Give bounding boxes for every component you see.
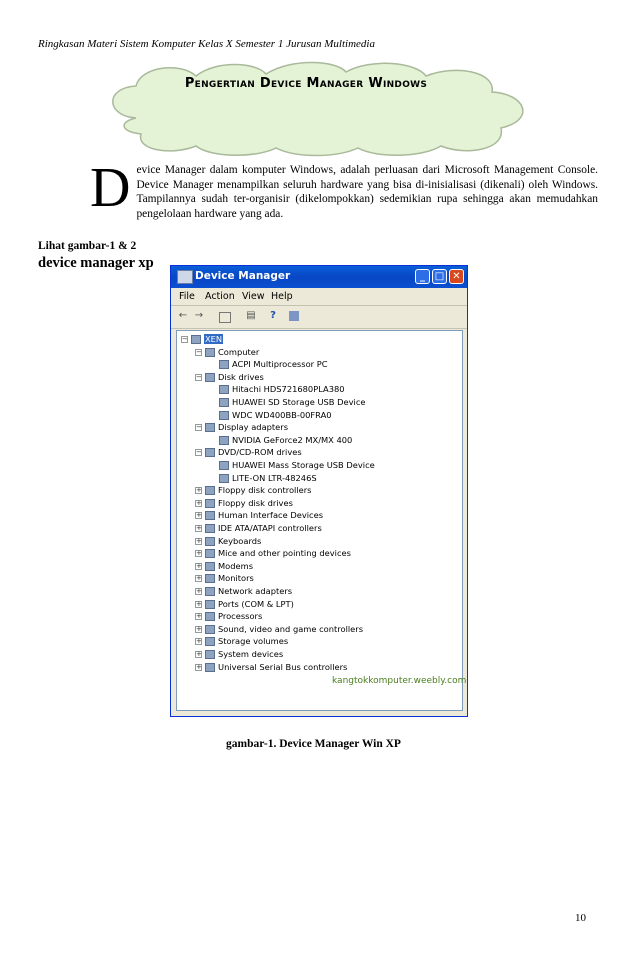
watermark: kangtokkomputer.weebly.com [332, 676, 467, 686]
tree-node-label: LITE-ON LTR-48246S [232, 472, 317, 483]
device-icon [219, 398, 229, 407]
tree-node-label: System devices [218, 649, 284, 659]
expand-icon[interactable]: + [196, 524, 202, 532]
tree-node-label: Disk drives [218, 371, 264, 382]
tree-node-label: Keyboards [218, 535, 262, 546]
menu-bar [171, 288, 467, 306]
device-icon [205, 537, 215, 546]
menu-help[interactable]: Help [271, 291, 293, 302]
tree-node-label: Ports (COM & LPT) [218, 598, 294, 609]
cloud-title: Pengertian Device Manager Windows [184, 76, 428, 91]
device-icon [205, 650, 215, 659]
collapse-icon[interactable]: − [196, 448, 202, 457]
tree-node-label: ACPI Multiprocessor PC [232, 359, 328, 370]
scan-hardware-icon[interactable] [289, 311, 299, 321]
device-icon [205, 587, 215, 596]
expand-icon[interactable]: + [196, 662, 202, 671]
tree-node-label: DVD/CD-ROM drives [218, 447, 302, 458]
paragraph-text: evice Manager dalam komputer Windows, adalah perluasan dari Microsoft Management Console. Device Manager menampilkan seluruh hardware yang bisa di-inisialisasi (dikenali) oleh Windows. Tampilannya sudah ter-organisir (dikelompokkan) sedemikian rupa sehingga akan memudahkan pengelolaan hardware yang ada. [136, 164, 598, 220]
back-arrow-icon[interactable]: ← [178, 310, 188, 321]
device-icon [205, 600, 215, 609]
page-number: 10 [575, 912, 586, 924]
device-icon [205, 524, 215, 533]
intro-paragraph [38, 157, 598, 221]
device-manager-icon [177, 270, 193, 284]
expand-icon[interactable]: + [196, 650, 202, 658]
expand-icon[interactable]: + [196, 536, 202, 545]
cloud-shape [96, 58, 548, 158]
tree-node-label: IDE ATA/ATAPI controllers [218, 523, 322, 533]
device-manager-window [170, 265, 468, 717]
device-icon [219, 411, 229, 420]
device-icon [205, 663, 215, 672]
device-icon [205, 549, 215, 558]
tree-node-label: NVIDIA GeForce2 MX/MX 400 [232, 434, 353, 445]
expand-icon[interactable]: + [196, 574, 202, 583]
expand-icon[interactable]: + [196, 486, 202, 495]
maximize-button[interactable]: □ [432, 269, 447, 284]
device-icon [205, 562, 215, 571]
tree-node-label: XEN [205, 334, 223, 344]
tree-node-label: HUAWEI Mass Storage USB Device [232, 460, 375, 470]
device-icon [219, 360, 229, 369]
tree-node-label: Sound, video and game controllers [218, 623, 364, 634]
device-icon [191, 335, 201, 344]
tree-node-label: Monitors [218, 573, 254, 584]
device-icon [205, 612, 215, 621]
expand-icon[interactable]: + [196, 637, 202, 646]
tree-node-label: Human Interface Devices [218, 510, 324, 521]
tree-node-label: Display adapters [218, 422, 289, 433]
device-icon [205, 448, 215, 457]
device-icon [205, 625, 215, 634]
tree-node-label: HUAWEI SD Storage USB Device [232, 397, 366, 407]
tree-node-label: Hitachi HDS721680PLA380 [232, 384, 345, 395]
menu-file[interactable]: File [179, 291, 195, 302]
expand-icon[interactable]: + [196, 587, 202, 595]
expand-icon[interactable]: + [196, 624, 202, 633]
minimize-button[interactable]: _ [415, 269, 430, 284]
menu-view[interactable]: View [242, 291, 265, 302]
device-icon [205, 637, 215, 646]
device-icon [219, 436, 229, 445]
help-icon[interactable]: ? [270, 310, 276, 321]
title-cloud [96, 58, 548, 158]
tree-node-label: Network adapters [218, 586, 293, 596]
tree-node-label: Modems [218, 560, 254, 571]
device-icon [205, 348, 215, 357]
device-icon [219, 385, 229, 394]
expand-icon[interactable]: + [196, 498, 202, 507]
section-heading: device manager xp [38, 255, 154, 271]
collapse-icon[interactable]: − [196, 372, 202, 381]
device-icon [219, 461, 229, 470]
see-figure-label: Lihat gambar-1 & 2 [38, 240, 137, 252]
print-icon[interactable]: ▤ [246, 310, 256, 321]
collapse-icon[interactable]: − [196, 423, 202, 432]
tree-node-label: Floppy disk drives [218, 497, 293, 508]
properties-icon[interactable] [219, 312, 231, 323]
collapse-icon[interactable]: − [182, 335, 188, 343]
device-icon [205, 574, 215, 583]
figure-caption: gambar-1. Device Manager Win XP [226, 738, 401, 750]
device-tree [176, 330, 467, 711]
window-title: Device Manager [195, 270, 291, 282]
tree-node-label: Floppy disk controllers [218, 485, 312, 496]
expand-icon[interactable]: + [196, 561, 202, 570]
device-icon [205, 423, 215, 432]
close-button[interactable]: ✕ [449, 269, 464, 284]
expand-icon[interactable]: + [196, 511, 202, 520]
toolbar [171, 306, 467, 329]
tree-node-label: Universal Serial Bus controllers [218, 661, 348, 672]
tree-node-label: Mice and other pointing devices [218, 548, 351, 559]
expand-icon[interactable]: + [196, 599, 202, 608]
collapse-icon[interactable]: − [196, 347, 202, 356]
device-icon [205, 486, 215, 495]
device-icon [205, 373, 215, 382]
title-bar[interactable] [171, 266, 467, 288]
device-icon [205, 499, 215, 508]
expand-icon[interactable]: + [196, 549, 202, 558]
device-icon [205, 511, 215, 520]
device-icon [219, 474, 229, 483]
page-header: Ringkasan Materi Sistem Komputer Kelas X Semester 1 Jurusan Multimedia [38, 38, 375, 50]
forward-arrow-icon[interactable]: → [194, 310, 204, 321]
tree-node-label: Storage volumes [218, 636, 289, 647]
expand-icon[interactable]: + [196, 612, 202, 621]
tree-node-label: Processors [218, 611, 263, 622]
drop-cap: D [90, 157, 131, 219]
tree-node-label: WDC WD400BB-00FRA0 [232, 409, 332, 420]
tree-node-label: Computer [218, 346, 260, 357]
menu-action[interactable]: Action [205, 291, 235, 302]
